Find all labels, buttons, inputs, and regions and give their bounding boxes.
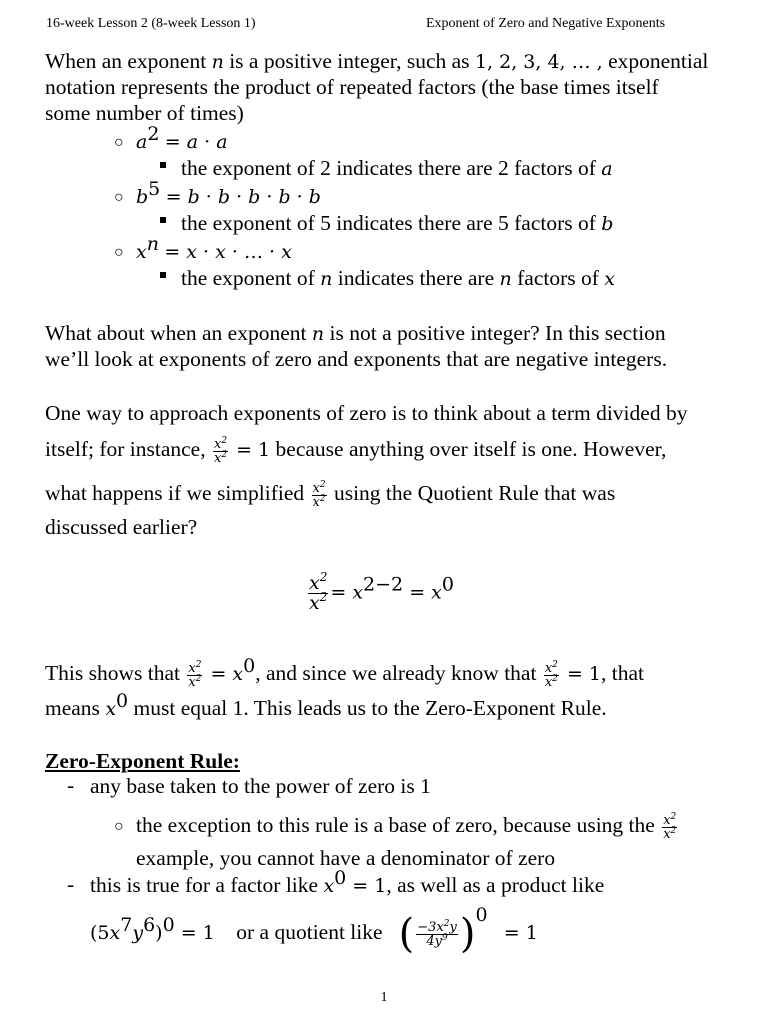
rule-sub-1-line-1: the exception to this rule is a base of zero, because using the $\frac{x^2}{x^2}$	[136, 811, 677, 842]
para4-line-2: means $x^0$ must equal 1. This leads us to the Zero-Exponent Rule.	[45, 690, 607, 720]
para3-line-3: what happens if we simplified $\frac{x^2}{x^2}$ using the Quotient Rule that was	[45, 479, 616, 510]
header-right: Exponent of Zero and Negative Exponents	[426, 16, 666, 31]
rule-item-1: any base taken to the power of zero is 1	[90, 774, 431, 798]
rule-examples: $(5x^7y^6)^0 = 1$ or a quotient like ( $\frac{-3x^2y}{4y^9}$ )$^0$ = 1	[90, 903, 538, 957]
square-bullet-icon	[160, 272, 166, 278]
page-header	[46, 16, 722, 36]
rule-sub-1-line-2: example, you cannot have a denominator of zero	[136, 846, 556, 870]
para3-line-1: One way to approach exponents of zero is to think about a term divided by	[45, 401, 688, 425]
intro-line-2: notation represents the product of repeated factors (the base times itself	[45, 75, 659, 99]
square-bullet-icon	[160, 162, 166, 168]
circle-bullet-icon: ○	[114, 244, 124, 261]
example-2-equation: $b^5 = b \cdot b \cdot b \cdot b \cdot b$	[136, 178, 321, 208]
square-bullet-icon	[160, 217, 166, 223]
rule-title: Zero-Exponent Rule:	[45, 749, 240, 773]
fraction-x2-over-x2: $\frac{x^2}{x^2}$	[312, 479, 326, 510]
fraction-x2-over-x2: $\frac{x^2}{x^2}$	[544, 659, 558, 690]
page-number: 1	[380, 990, 388, 1005]
circle-bullet-icon: ○	[114, 134, 124, 151]
dash-bullet-icon: -	[67, 773, 75, 797]
intro-line-3: some number of times)	[45, 101, 244, 125]
example-3-equation: $x^n = x \cdot x$ · … · x	[136, 233, 292, 263]
intro-line-1: When an exponent n is a positive integer, such as 1, 2, 3, 4, … , exponential	[45, 49, 709, 73]
display-equation: $\frac{x^2}{x^2}$ = $x^{2-2} = x^0$	[309, 570, 454, 614]
example-2-note: the exponent of 5 indicates there are 5 factors of b	[181, 211, 614, 235]
para2-line-1: What about when an exponent n is not a positive integer? In this section	[45, 321, 666, 345]
example-1-note: the exponent of 2 indicates there are 2 factors of a	[181, 156, 613, 180]
fraction-x2-over-x2: $\frac{x^2}{x^2}$	[213, 435, 228, 466]
rule-item-2: this is true for a factor like $x^0 = 1$, as well as a product like	[90, 867, 605, 897]
circle-bullet-icon: ○	[114, 818, 124, 835]
para3-line-4: discussed earlier?	[45, 515, 198, 539]
example-1-equation: $a^2 = a \cdot a$	[136, 123, 228, 153]
circle-bullet-icon: ○	[114, 189, 124, 206]
para4-line-1: This shows that $\frac{x^2}{x^2}$ = $x^0$, and since we already know that $\frac{x^2}{x^2}$ = 1, that	[45, 655, 644, 690]
para2-line-2: we’ll look at exponents of zero and exponents that are negative integers.	[45, 347, 668, 371]
dash-bullet-icon: -	[67, 872, 75, 896]
fraction-x2-over-x2: $\frac{x^2}{x^2}$	[188, 659, 202, 690]
fraction-x2-over-x2: $\frac{x^2}{x^2}$	[663, 811, 677, 842]
fraction-x2-over-x2: $\frac{x^2}{x^2}$	[309, 570, 328, 614]
header-left: 16-week Lesson 2 (8-week Lesson 1)	[46, 16, 256, 31]
para3-line-2: itself; for instance, $\frac{x^2}{x^2}$ = 1 because anything over itself is one. However,	[45, 435, 667, 466]
fraction-quotient: $\frac{-3x^2y}{4y^9}$	[417, 918, 457, 949]
example-3-note: the exponent of n indicates there are n factors of x	[181, 266, 616, 290]
